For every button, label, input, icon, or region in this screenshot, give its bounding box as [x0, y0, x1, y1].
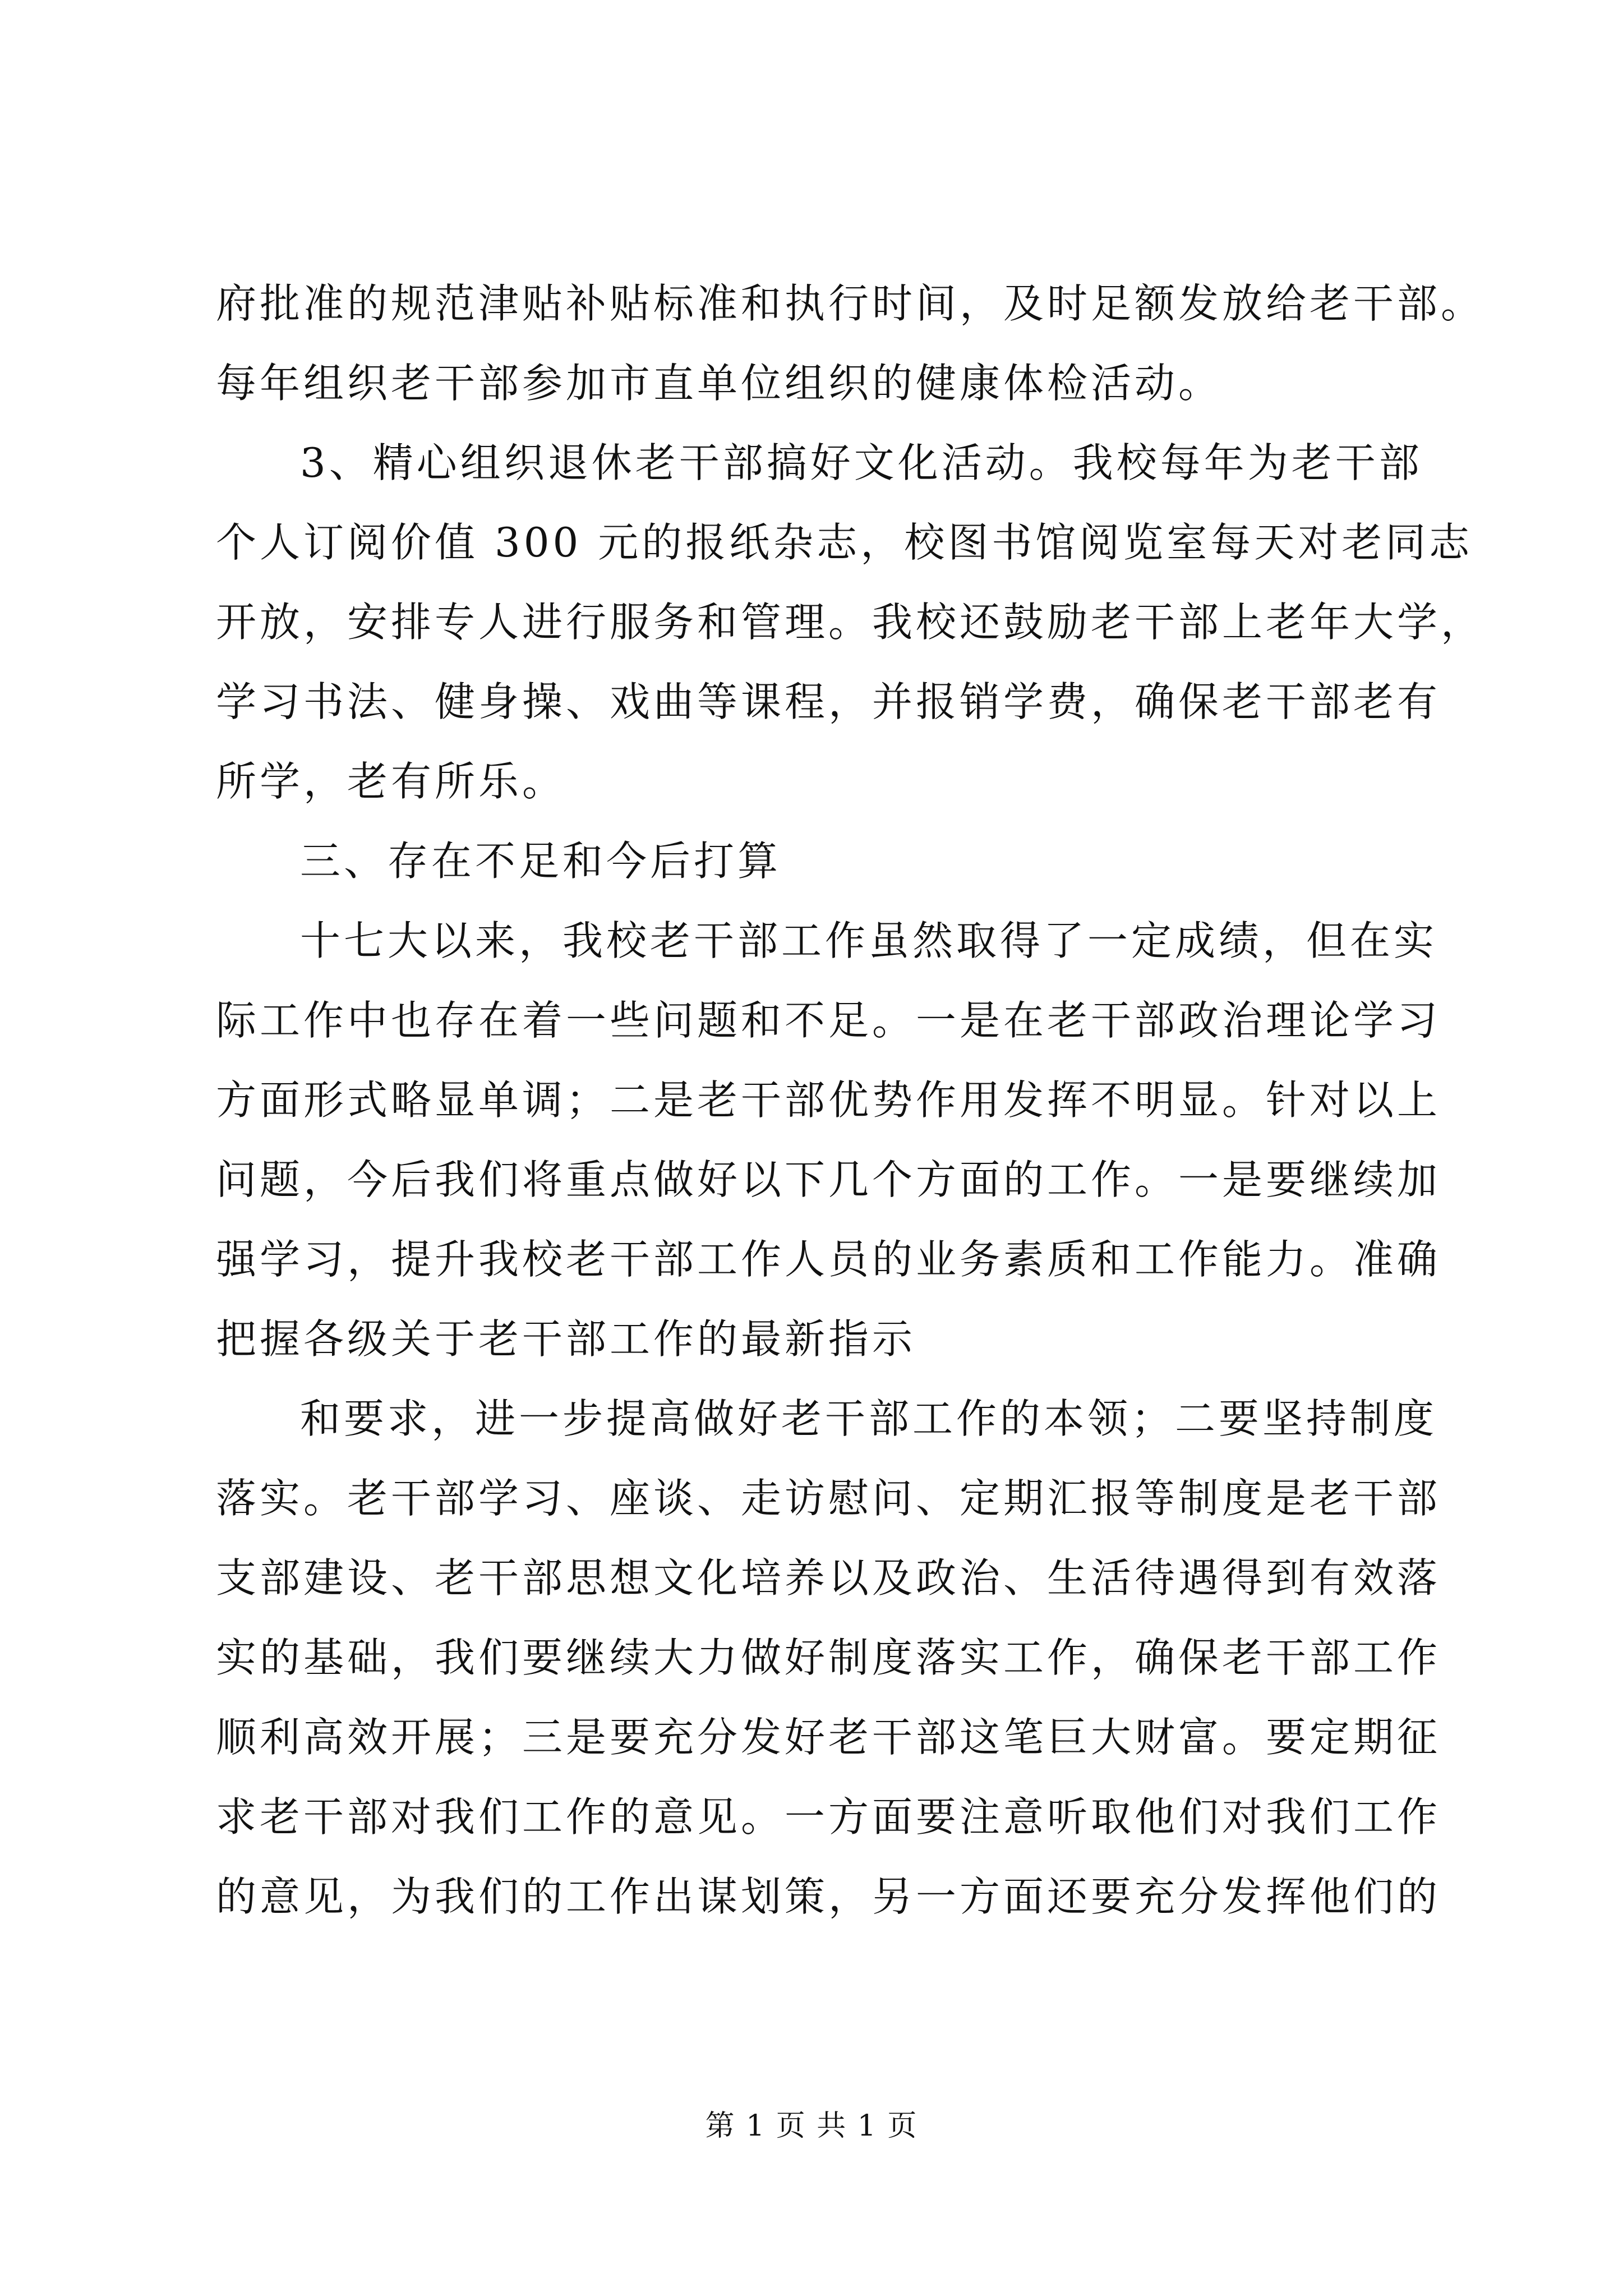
text-line: 际工作中也存在着一些问题和不足。一是在老干部政治理论学习: [216, 997, 1441, 1044]
text-line: 求老干部对我们工作的意见。一方面要注意听取他们对我们工作: [216, 1793, 1441, 1841]
text-line: 个人订阅价值 300 元的报纸杂志，校图书馆阅览室每天对老同志: [216, 519, 1473, 566]
section-heading: 三、存在不足和今后打算: [300, 838, 782, 885]
text-line: 的意见，为我们的工作出谋划策，另一方面还要充分发挥他们的: [216, 1873, 1441, 1920]
paragraph-start-line: 3、精心组织退休老干部搞好文化活动。我校每年为老干部: [300, 439, 1423, 486]
page-number-footer: 第 1 页 共 1 页: [705, 2109, 918, 2143]
document-body: [216, 264, 1485, 1936]
text-line: 学习书法、健身操、戏曲等课程，并报销学费，确保老干部老有: [216, 678, 1441, 725]
text-line: 顺利高效开展；三是要充分发好老干部这笔巨大财富。要定期征: [216, 1714, 1441, 1761]
paragraph-start-line: 和要求，进一步提高做好老干部工作的本领；二要坚持制度: [300, 1395, 1438, 1442]
text-line: 所学，老有所乐。: [216, 758, 566, 805]
text-line: 实的基础，我们要继续大力做好制度落实工作，确保老干部工作: [216, 1634, 1441, 1681]
text-line: 每年组织老干部参加市直单位组织的健康体检活动。: [216, 360, 1223, 407]
text-line: 府批准的规范津贴补贴标准和执行时间，及时足额发放给老干部。: [216, 280, 1485, 327]
text-line: 方面形式略显单调；二是老干部优势作用发挥不明显。针对以上: [216, 1076, 1441, 1124]
text-line: 问题，今后我们将重点做好以下几个方面的工作。一是要继续加: [216, 1156, 1441, 1203]
text-line: 落实。老干部学习、座谈、走访慰问、定期汇报等制度是老干部: [216, 1475, 1441, 1522]
text-line: 支部建设、老干部思想文化培养以及政治、生活待遇得到有效落: [216, 1554, 1441, 1602]
text-line: 把握各级关于老干部工作的最新指示: [216, 1315, 916, 1363]
text-line: 开放，安排专人进行服务和管理。我校还鼓励老干部上老年大学，: [216, 599, 1485, 646]
text-line: 强学习，提升我校老干部工作人员的业务素质和工作能力。准确: [216, 1236, 1441, 1283]
paragraph-start-line: 十七大以来，我校老干部工作虽然取得了一定成绩，但在实: [300, 917, 1438, 964]
